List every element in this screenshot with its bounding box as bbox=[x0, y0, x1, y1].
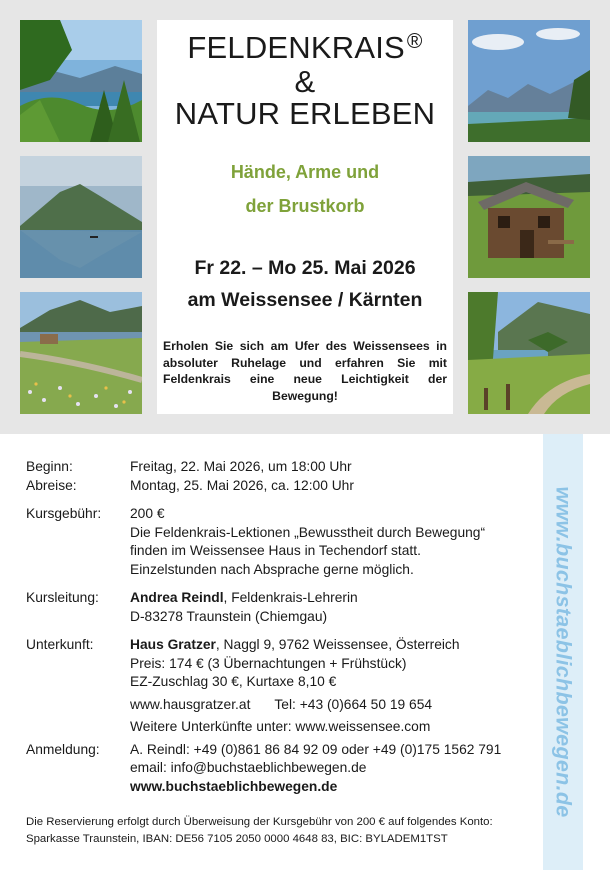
stay-extra: EZ-Zuschlag 30 €, Kurtaxe 8,10 € bbox=[130, 674, 337, 689]
stay-block bbox=[130, 636, 546, 737]
lakeside-path-photo bbox=[468, 292, 590, 414]
stay-phone: Tel: +43 (0)664 50 19 654 bbox=[274, 696, 433, 712]
title-line-3: NATUR ERLEBEN bbox=[174, 96, 436, 131]
lead-label: Kursleitung: bbox=[26, 590, 99, 605]
stay-website-link[interactable]: www.hausgratzer.at bbox=[130, 696, 251, 712]
subtitle-line-1: Hände, Arme und bbox=[230, 162, 380, 182]
lake-forest-photo bbox=[20, 20, 142, 142]
lead-block bbox=[130, 589, 546, 626]
departure-value: Montag, 25. Mai 2026, ca. 12:00 Uhr bbox=[130, 477, 354, 493]
registration-row bbox=[26, 741, 546, 797]
lead-name: Andrea Reindl bbox=[130, 590, 224, 605]
registration-phone: A. Reindl: +49 (0)861 86 84 92 09 oder +49 (0)175 1562 791 bbox=[130, 741, 502, 757]
stay-name: Haus Gratzer bbox=[130, 637, 216, 652]
intro-text: Erholen Sie sich am Ufer des Weissensees in absoluter Ruhelage und erfahren Sie mit Feldenkrais eine neue Leichtigkeit der Bewegung! bbox=[163, 339, 447, 403]
fee-desc-3: Einzelstunden nach Absprache gerne möglich. bbox=[130, 561, 414, 577]
title-line-2: & bbox=[294, 64, 316, 99]
begin-value: Freitag, 22. Mai 2026, um 18:00 Uhr bbox=[130, 459, 352, 474]
registration-block bbox=[130, 741, 546, 797]
registration-website-link[interactable]: www.buchstaeblichbewegen.de bbox=[130, 778, 338, 794]
registration-label: Anmeldung: bbox=[26, 741, 100, 757]
registration-email-link[interactable]: email: info@buchstaeblichbewegen.de bbox=[130, 760, 367, 775]
title-card bbox=[157, 20, 453, 414]
fee-label: Kursgebühr: bbox=[26, 506, 102, 521]
lead-role: , Feldenkrais-Lehrerin bbox=[223, 590, 358, 605]
wooden-hut-photo bbox=[468, 156, 590, 278]
lead-row bbox=[26, 589, 546, 626]
payment-footer bbox=[26, 814, 546, 848]
fee-desc-1: Die Feldenkrais-Lektionen „Bewusstheit durch Bewegung“ bbox=[130, 524, 486, 540]
stay-row bbox=[26, 636, 546, 737]
begin-label: Beginn: bbox=[26, 459, 73, 474]
lake-panorama-photo bbox=[468, 20, 590, 142]
lead-address: D-83278 Traunstein (Chiemgau) bbox=[130, 608, 328, 624]
fee-desc-2: finden im Weissensee Haus in Techendorf statt. bbox=[130, 543, 421, 558]
stay-label: Unterkunft: bbox=[26, 637, 94, 652]
stay-more-link[interactable]: Weitere Unterkünfte unter: www.weissensee.com bbox=[130, 719, 431, 734]
departure-label: Abreise: bbox=[26, 477, 77, 493]
event-dates: Fr 22. – Mo 25. Mai 2026 bbox=[194, 257, 416, 279]
registered-mark: ® bbox=[406, 30, 423, 53]
event-location: am Weissensee / Kärnten bbox=[187, 289, 423, 311]
footer-line-2: Sparkasse Traunstein, IBAN: DE56 7105 2050 0000 4648 83, BIC: BYLADEM1TST bbox=[26, 833, 448, 845]
stay-address: , Naggl 9, 9762 Weissensee, Österreich bbox=[215, 637, 460, 652]
subtitle-line-2: der Brustkorb bbox=[245, 196, 365, 216]
footer-line-1: Die Reservierung erfolgt durch Überweisung der Kursgebühr von 200 € auf folgendes Konto: bbox=[26, 816, 493, 828]
lake-mountain-photo bbox=[20, 156, 142, 278]
departure-row bbox=[26, 477, 546, 496]
stay-price: Preis: 174 € (3 Übernachtungen + Frühstück) bbox=[130, 655, 407, 671]
fee-block bbox=[130, 505, 546, 579]
details-section bbox=[26, 458, 546, 796]
begin-row bbox=[26, 458, 546, 477]
title-line-1: FELDENKRAIS® bbox=[187, 30, 423, 65]
sidebar-website-link[interactable]: www.buchstaeblichbewegen.de bbox=[551, 486, 576, 818]
meadow-flowers-photo bbox=[20, 292, 142, 414]
fee-value: 200 € bbox=[130, 506, 165, 521]
fee-row bbox=[26, 505, 546, 579]
